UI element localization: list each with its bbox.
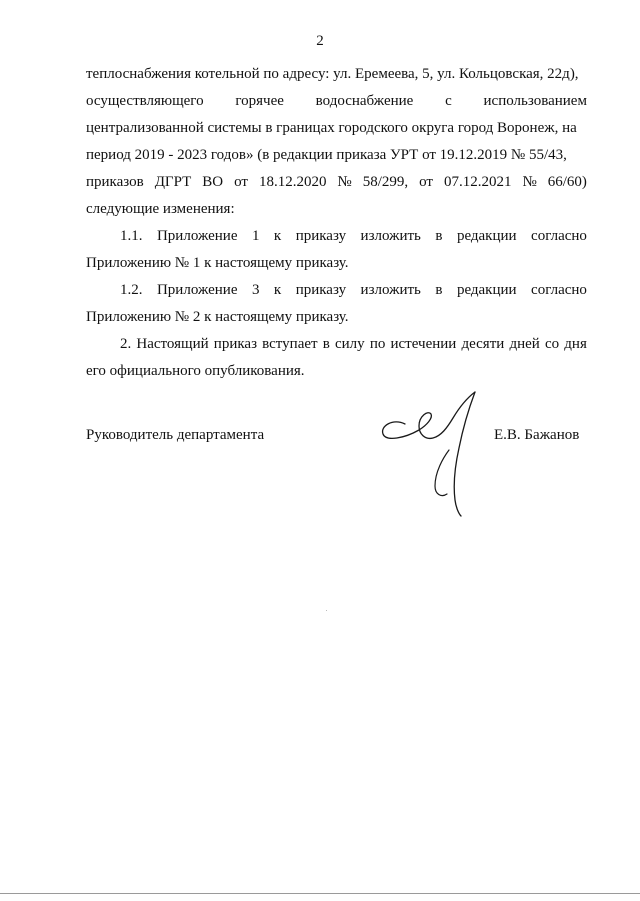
- word: от: [234, 174, 248, 190]
- word: от: [419, 174, 433, 190]
- word: десяти: [461, 336, 505, 352]
- item-1-1-line-1: [120, 227, 587, 245]
- word: приказ: [213, 336, 257, 352]
- word: использованием: [483, 93, 587, 109]
- signatory-name: Е.В. Бажанов: [494, 427, 580, 443]
- word: №: [522, 174, 537, 190]
- body-line-1-text: теплоснабжения котельной по адресу: ул. Еремеева, 5, ул. Кольцовская, 22д),: [86, 66, 579, 82]
- body-line-4-text: период 2019 - 2023 годов» (в редакции приказа УРТ от 19.12.2019 № 55/43,: [86, 147, 567, 163]
- word: водоснабжение: [315, 93, 414, 109]
- word: редакции: [456, 228, 517, 244]
- word: вступает: [262, 336, 318, 352]
- word: ВО: [202, 174, 224, 190]
- word: приказу: [295, 228, 347, 244]
- word: Настоящий: [136, 336, 209, 352]
- word: 58/299,: [362, 174, 409, 190]
- word: с: [445, 93, 452, 109]
- body-line-3-text: централизованной системы в границах городского округа город Воронеж, на: [86, 120, 577, 136]
- word: в: [322, 336, 330, 352]
- item-2-line-2: его официального опубликования.: [86, 363, 305, 379]
- word: силу: [334, 336, 365, 352]
- body-line-1: [86, 65, 587, 83]
- scan-speck: [326, 610, 327, 611]
- word: 66/60): [547, 174, 587, 190]
- word: в: [435, 282, 443, 298]
- word: изложить: [360, 282, 421, 298]
- scan-edge-line: [0, 893, 640, 894]
- word: Приложение: [156, 282, 238, 298]
- word: согласно: [531, 228, 587, 244]
- item-1-1-line-2: Приложению № 1 к настоящему приказу.: [86, 255, 349, 271]
- body-line-4: [86, 146, 587, 164]
- word: согласно: [531, 282, 587, 298]
- word: изложить: [360, 228, 421, 244]
- word: в: [435, 228, 443, 244]
- item-2-line-1: [120, 335, 587, 353]
- word: Приложение: [156, 228, 238, 244]
- signatory-title: Руководитель департамента: [86, 427, 265, 443]
- word: по: [369, 336, 386, 352]
- word: приказов: [86, 174, 144, 190]
- word: дня: [564, 336, 587, 352]
- word: 3: [251, 282, 260, 298]
- word: 18.12.2020: [258, 174, 327, 190]
- word: ДГРТ: [154, 174, 192, 190]
- body-line-5: [86, 173, 587, 191]
- word: 2.: [120, 336, 132, 352]
- body-line-3: [86, 119, 587, 137]
- word: приказу: [295, 282, 347, 298]
- word: со: [544, 336, 560, 352]
- word: к: [273, 228, 282, 244]
- body-line-2: [86, 92, 587, 110]
- body-line-6: следующие изменения:: [86, 201, 235, 217]
- word: 1: [251, 228, 260, 244]
- word: осуществляющего: [86, 93, 204, 109]
- page-number: 2: [316, 33, 324, 49]
- handwritten-signature: [375, 388, 495, 518]
- word: 1.2.: [120, 282, 143, 298]
- word: редакции: [456, 282, 517, 298]
- item-1-2-line-1: [120, 281, 587, 299]
- word: к: [273, 282, 282, 298]
- word: №: [337, 174, 352, 190]
- word: 07.12.2021: [443, 174, 512, 190]
- word: дней: [509, 336, 540, 352]
- word: 1.1.: [120, 228, 143, 244]
- word: горячее: [235, 93, 284, 109]
- word: истечении: [390, 336, 457, 352]
- item-1-2-line-2: Приложению № 2 к настоящему приказу.: [86, 309, 349, 325]
